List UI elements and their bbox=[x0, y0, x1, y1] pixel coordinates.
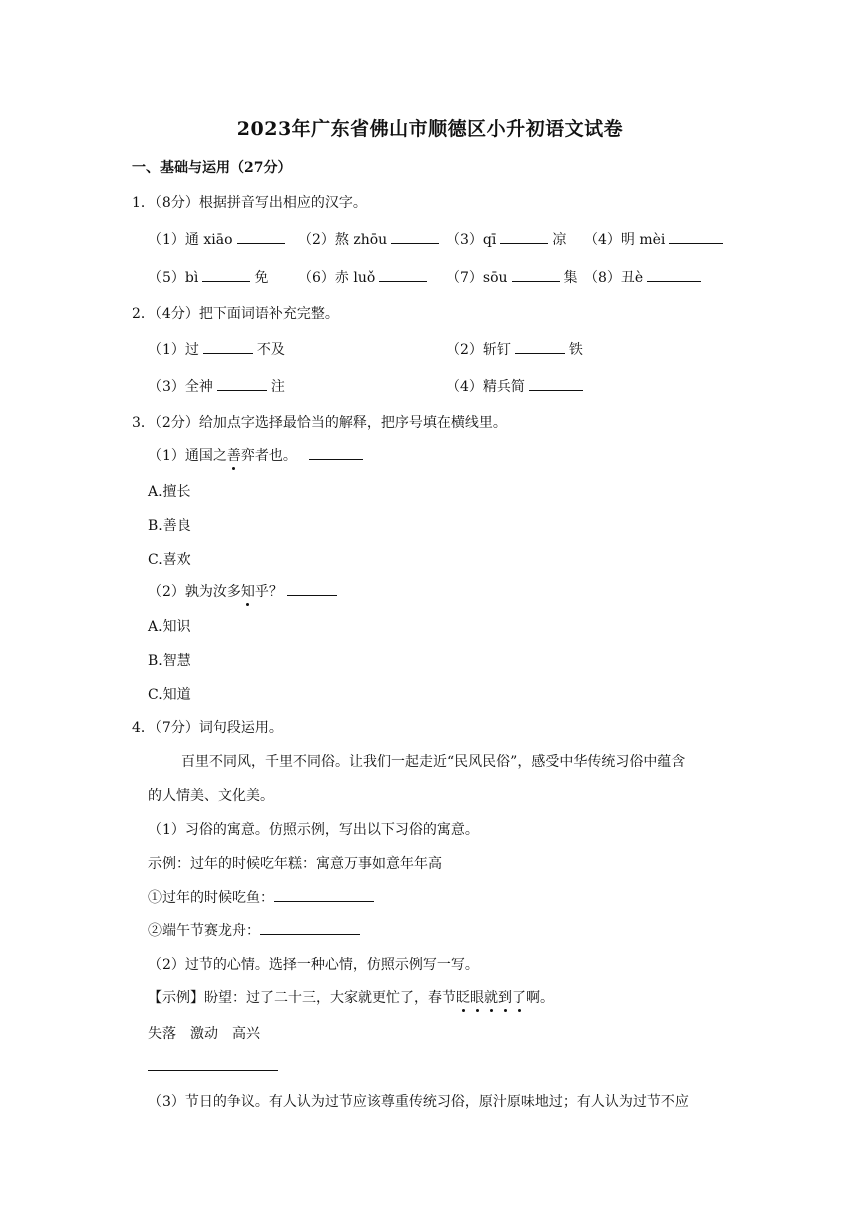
answer-blank[interactable] bbox=[237, 229, 285, 244]
paragraph: 的人情美、文化美。 bbox=[148, 788, 274, 804]
mood-options: 失落 激动 高兴 bbox=[148, 1026, 260, 1042]
option: B.善良 bbox=[148, 518, 191, 534]
q1-item: （4）明 mèi bbox=[584, 229, 727, 249]
paragraph: 百里不同风，千里不同俗。让我们一起走近“民风民俗”，感受中华传统习俗中蕴含 bbox=[181, 754, 686, 770]
q1-item: （5）bì 免 bbox=[148, 267, 268, 287]
answer-line-item: ②端午节赛龙舟： bbox=[148, 920, 364, 940]
question-3-stem: 3．（2分）给加点字选择最恰当的解释，把序号填在横线里。 bbox=[132, 415, 507, 431]
dotted-char: 善 bbox=[227, 445, 241, 465]
section-heading: 一、基础与运用（27分） bbox=[132, 160, 292, 176]
q3-sub1: （1）通国之善弈者也。 bbox=[148, 445, 367, 465]
dotted-char: 了 bbox=[512, 987, 526, 1007]
q1-item: （3）qī 凉 bbox=[446, 229, 566, 249]
option: A.擅长 bbox=[148, 484, 191, 500]
question-2-stem: 2．（4分）把下面词语补充完整。 bbox=[132, 306, 339, 322]
option: A.知识 bbox=[148, 619, 191, 635]
q2-item: （1）过 不及 bbox=[148, 339, 285, 359]
answer-blank[interactable] bbox=[260, 920, 360, 935]
dotted-char: 眨 bbox=[456, 987, 470, 1007]
option: B.智慧 bbox=[148, 653, 191, 669]
answer-blank[interactable] bbox=[515, 339, 565, 354]
question-4-stem: 4．（7分）词句段运用。 bbox=[132, 720, 283, 736]
answer-blank[interactable] bbox=[379, 267, 427, 282]
answer-blank[interactable] bbox=[669, 229, 723, 244]
q2-item: （2）斩钉 铁 bbox=[446, 339, 583, 359]
answer-blank[interactable] bbox=[274, 887, 374, 902]
q1-item: （1）通 xiāo bbox=[148, 229, 289, 249]
answer-blank[interactable] bbox=[287, 581, 337, 596]
answer-line-item: ①过年的时候吃鱼： bbox=[148, 887, 378, 907]
q3-sub2: （2）孰为汝多知乎？ bbox=[148, 581, 341, 601]
answer-blank[interactable] bbox=[203, 339, 253, 354]
q1-item: （6）赤 luǒ bbox=[298, 267, 431, 287]
q2-item: （3）全神 注 bbox=[148, 376, 285, 396]
dotted-char: 知 bbox=[241, 581, 255, 601]
answer-blank[interactable] bbox=[309, 445, 363, 460]
answer-blank[interactable] bbox=[217, 376, 267, 391]
option: C.喜欢 bbox=[148, 552, 191, 568]
q2-item: （4）精兵简 bbox=[446, 376, 587, 396]
page-title: 2023年广东省佛山市顺德区小升初语文试卷 bbox=[236, 118, 624, 140]
answer-blank[interactable] bbox=[500, 229, 548, 244]
answer-line[interactable] bbox=[148, 1070, 278, 1071]
answer-blank[interactable] bbox=[512, 267, 560, 282]
q1-item: （2）熬 zhōu bbox=[298, 229, 443, 249]
q1-item: （8）丑è bbox=[584, 267, 705, 287]
sub-question: （1）习俗的寓意。仿照示例，写出以下习俗的寓意。 bbox=[148, 822, 479, 838]
dotted-char: 就 bbox=[484, 987, 498, 1007]
example: 【示例】盼望：过了二十三，大家就更忙了，春节眨眼就到了啊。 bbox=[148, 987, 554, 1007]
example: 示例：过年的时候吃年糕：寓意万事如意年年高 bbox=[148, 856, 442, 872]
option: C.知道 bbox=[148, 687, 191, 703]
sub-question: （3）节日的争议。有人认为过节应该尊重传统习俗，原汁原味地过；有人认为过节不应 bbox=[148, 1094, 689, 1110]
answer-blank[interactable] bbox=[529, 376, 583, 391]
q1-item: （7）sōu 集 bbox=[446, 267, 578, 287]
answer-blank[interactable] bbox=[647, 267, 701, 282]
answer-blank[interactable] bbox=[391, 229, 439, 244]
sub-question: （2）过节的心情。选择一种心情，仿照示例写一写。 bbox=[148, 957, 479, 973]
dotted-char: 到 bbox=[498, 987, 512, 1007]
dotted-char: 眼 bbox=[470, 987, 484, 1007]
question-1-stem: 1．（8分）根据拼音写出相应的汉字。 bbox=[132, 195, 367, 211]
answer-blank[interactable] bbox=[202, 267, 250, 282]
